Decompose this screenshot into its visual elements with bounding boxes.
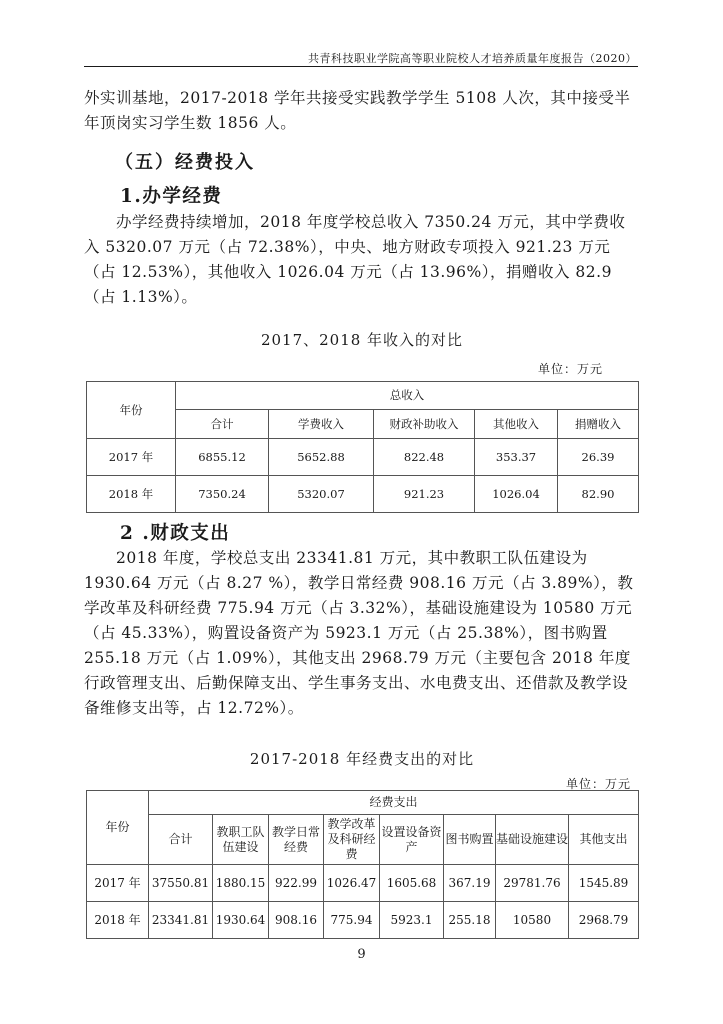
- column-header: 捐赠收入: [558, 410, 639, 439]
- table-cell: 1545.89: [569, 865, 639, 902]
- table-cell: 367.19: [444, 865, 496, 902]
- table-cell: 82.90: [558, 476, 639, 513]
- income-comparison-table: [86, 381, 639, 513]
- table-cell: 255.18: [444, 902, 496, 939]
- column-header: 图书购置: [444, 815, 496, 865]
- column-header: 合计: [149, 815, 213, 865]
- table-cell: 10580: [496, 902, 569, 939]
- table-cell: 1605.68: [380, 865, 444, 902]
- table-cell: 7350.24: [176, 476, 269, 513]
- year-column-header: 年份: [87, 382, 176, 439]
- table-cell: 908.16: [269, 902, 324, 939]
- table-cell: 1930.64: [213, 902, 269, 939]
- table-cell: 29781.76: [496, 865, 569, 902]
- table-cell: 6855.12: [176, 439, 269, 476]
- table-cell: 26.39: [558, 439, 639, 476]
- column-header: 基础设施建设: [496, 815, 569, 865]
- column-header: 合计: [176, 410, 269, 439]
- table-cell: 822.48: [374, 439, 475, 476]
- table-header-row: [87, 382, 639, 410]
- table-cell: 37550.81: [149, 865, 213, 902]
- school-funds-paragraph: 办学经费持续增加，2018 年度学校总收入 7350.24 万元，其中学费收入 5320.07 万元（占 72.38%），中央、地方财政专项投入 921.23 万元（占 12.53%），其他收入 1026.04 万元（占 13.96%），捐赠收入 82.9（占 1.13%）。: [84, 213, 626, 306]
- table-cell: 922.99: [269, 865, 324, 902]
- table-cell: 5320.07: [269, 476, 374, 513]
- column-header: 教学改革及科研经费: [324, 815, 380, 865]
- table-cell: 775.94: [324, 902, 380, 939]
- table-row: [87, 902, 639, 939]
- table-row: [87, 439, 639, 476]
- expenditure-table-caption: 2017-2018 年经费支出的对比: [249, 750, 475, 768]
- income-table-unit: 单位：万元: [538, 362, 604, 376]
- income-table-caption: 2017、2018 年收入的对比: [260, 331, 464, 349]
- table-cell: 5923.1: [380, 902, 444, 939]
- header-rule: [84, 66, 638, 67]
- table-header-row: [87, 791, 639, 815]
- row-year: 2017 年: [87, 865, 149, 902]
- column-header: 财政补助收入: [374, 410, 475, 439]
- column-header: 学费收入: [269, 410, 374, 439]
- table-cell: 5652.88: [269, 439, 374, 476]
- total-income-group-header: 总收入: [176, 382, 639, 410]
- row-year: 2018 年: [87, 476, 176, 513]
- table-cell: 2968.79: [569, 902, 639, 939]
- table-cell: 921.23: [374, 476, 475, 513]
- table-cell: 1026.47: [324, 865, 380, 902]
- expenditure-table-unit: 单位：万元: [566, 777, 632, 791]
- column-header: 其他支出: [569, 815, 639, 865]
- intro-paragraph: 外实训基地，2017-2018 学年共接受实践教学学生 5108 人次，其中接受半年顶岗实习学生数 1856 人。: [84, 89, 631, 132]
- table-row: [87, 476, 639, 513]
- year-column-header: 年份: [87, 791, 149, 865]
- expenditure-paragraph: 2018 年度，学校总支出 23341.81 万元，其中教职工队伍建设为 1930.64 万元（占 8.27 %），教学日常经费 908.16 万元（占 3.89%），教学改革及科研经费 775.94 万元（占 3.32%），基础设施建设为 10580 万元（占 45.33%），购置设备资产为 5923.1 万元（占 25.38%），图书购置 255.18 万元（占 1.09%），其他支出 2968.79 万元（主要包含 2018 年度行政管理支出、后勤保障支出、学生事务支出、水电费支出、还借款及教学设备维修支出等，占 12.72%）。: [84, 549, 634, 717]
- subsection-heading-expenditure: 2 .财政支出: [120, 523, 231, 544]
- expenditure-group-header: 经费支出: [149, 791, 639, 815]
- row-year: 2018 年: [87, 902, 149, 939]
- table-cell: 1880.15: [213, 865, 269, 902]
- column-header: 教学日常经费: [269, 815, 324, 865]
- subsection-heading-school-funds: 1.办学经费: [120, 186, 223, 207]
- column-header: 设置设备资产: [380, 815, 444, 865]
- table-cell: 353.37: [475, 439, 558, 476]
- table-cell: 23341.81: [149, 902, 213, 939]
- page-number: 9: [357, 947, 366, 962]
- column-header: 其他收入: [475, 410, 558, 439]
- table-row: [87, 865, 639, 902]
- table-subheader-row: [87, 815, 639, 865]
- row-year: 2017 年: [87, 439, 176, 476]
- column-header: 教职工队伍建设: [213, 815, 269, 865]
- section-heading-funding: （五）经费投入: [115, 152, 255, 173]
- running-header: 共青科技职业学院高等职业院校人才培养质量年度报告（2020）: [308, 52, 637, 65]
- table-cell: 1026.04: [475, 476, 558, 513]
- expenditure-comparison-table: [86, 790, 639, 939]
